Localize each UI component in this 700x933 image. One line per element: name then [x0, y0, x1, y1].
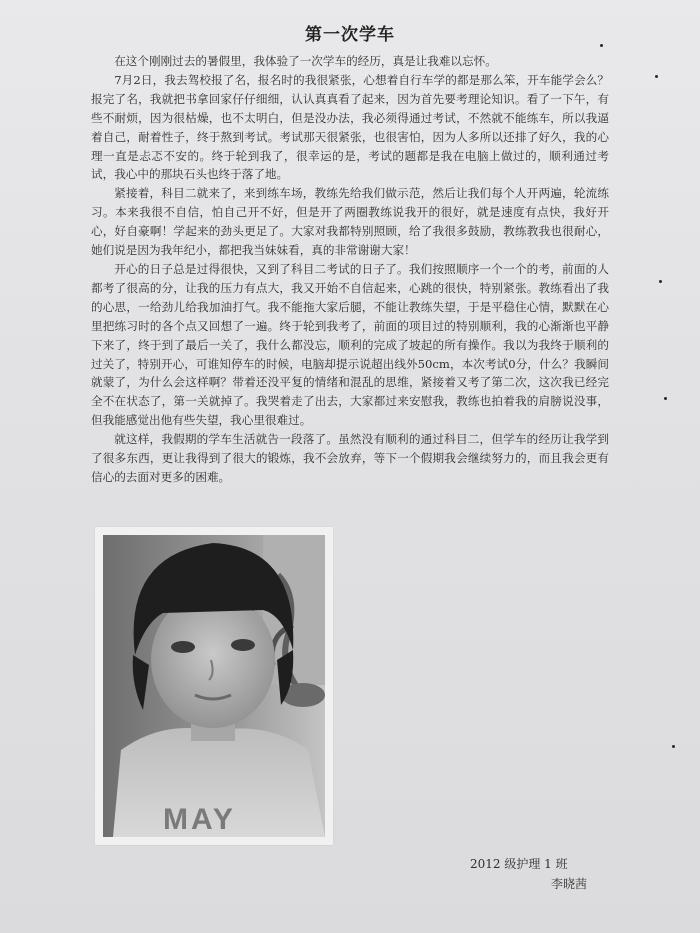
paragraph-2: 7月2日，我去驾校报了名，报名时的我很紧张，心想着自行车学的都是那么笨，开车能学会么？报完了名，我就把书拿回家仔仔细细，认认真真看了起来，因为首先要考理论知识。看了一下午，有些不耐烦，因为很枯燥，也不太明白，但是没办法，我必须得通过考试，不然就不能练车，所以我逼着自己，耐着性子，终于熬到考试。考试那天很紧张，也很害怕，因为人多所以还排了好久，我的心理一直是忐忑不安的。终于轮到我了，很幸运的是，考试的题都是我在电脑上做过的，顺利通过考试，我心中的那块石头也终于落了地。	[91, 72, 609, 182]
signature-name: 李晓茜	[550, 877, 587, 891]
page-title: 第一次学车	[305, 25, 395, 45]
dust-speck	[655, 75, 658, 78]
essay-body	[91, 52, 609, 487]
portrait-photo-icon	[103, 535, 325, 837]
paragraph-1: 在这个刚刚过去的暑假里，我体验了一次学车的经历，真是让我难以忘怀。	[114, 54, 497, 68]
photo-frame	[95, 527, 333, 845]
dust-speck	[600, 44, 603, 47]
shirt-text: MAY	[163, 803, 236, 836]
dust-speck	[659, 280, 662, 283]
paragraph-5: 就这样，我假期的学车生活就告一段落了。虽然没有顺利的通过科目二，但学车的经历让我学到了很多东西，更让我得到了很大的锻炼，我不会放弃，等下一个假期我会继续努力的，而且我会更有信心的去面对更多的困难。	[91, 432, 609, 484]
paragraph-4: 开心的日子总是过得很快，又到了科目二考试的日子了。我们按照顺序一个一个的考，前面的人都考了很高的分，让我的压力有点大，我又开始不自信起来，心跳的很快，特别紧张。教练看出了我的心思，一给劲儿给我加油打气。我不能拖大家后腿，不能让教练失望，于是平稳住心情，默默在心里把练习时的各个点又回想了一遍。终于轮到我考了，前面的项目过的特别顺利，我的心渐渐也平静下来了，终于到了最后一关了，我什么都没忘，顺利的完成了坡起的所有操作。我以为我终于顺利的过关了，特别开心，可谁知停车的时候，电脑却提示说超出线外50cm，本次考试0分，什么？我瞬间就蒙了，为什么会这样啊？带着还没平复的情绪和混乱的思维，紧接着又考了第二次，这次我已经完全不在状态了，第一关就掉了。我哭着走了出去，大家都过来安慰我，教练也拍着我的肩膀说没事，但我能感觉出他有些失望，我心里很难过。	[91, 261, 609, 428]
dust-speck	[664, 397, 667, 400]
dust-speck	[672, 745, 675, 748]
paragraph-3: 紧接着，科目二就来了，来到练车场，教练先给我们做示范，然后让我们每个人开两遍，轮流练习。本来我很不自信，怕自己开不好，但是开了两圈教练说我开的很好，就是速度有点快，我好开心，好自豪啊！学起来的劲头更足了。大家对我都特别照顾，给了我很多鼓励，教练教我也很耐心，她们说是因为我年纪小，都把我当妹妹看，真的非常谢谢大家！	[91, 186, 609, 258]
signature-block	[470, 854, 620, 894]
signature-class: 2012 级护理 1 班	[470, 857, 568, 871]
